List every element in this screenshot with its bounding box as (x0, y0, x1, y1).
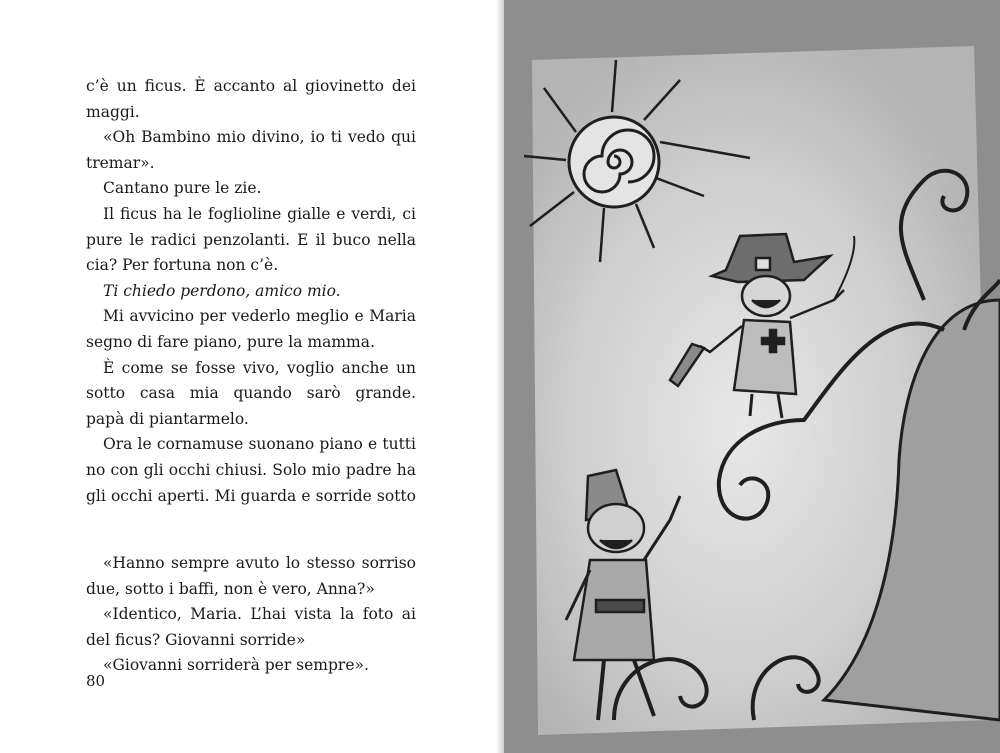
illustration (504, 0, 1000, 753)
text-line: segno di fare piano, pure la mamma. (86, 332, 375, 351)
text-line: del ficus? Giovanni sorride» (86, 630, 306, 649)
text-line: Ti chiedo perdono, amico mio. (103, 281, 341, 300)
text-line: gli occhi aperti. Mi guarda e sorride sotto (86, 486, 416, 505)
text-line: due, sotto i baffi, non è vero, Anna?» (86, 579, 375, 598)
body-text (86, 74, 416, 679)
book-gutter (496, 0, 504, 753)
text-line: Il ficus ha le foglioline gialle e verdi, ci (103, 204, 416, 223)
text-line: Mi avvicino per vederlo meglio e Maria (103, 307, 416, 326)
text-line: c’è un ficus. È accanto al giovinetto dei (86, 77, 416, 95)
text-line: sotto casa mia quando sarò grande. (86, 384, 416, 403)
text-line: Ora le cornamuse suonano piano e tutti (103, 435, 416, 454)
text-line: pure le radici penzolanti. E il buco nella (86, 230, 416, 249)
text-line: papà di piantarmelo. (86, 409, 249, 428)
text-line: «Identico, Maria. L’hai vista la foto ai (103, 605, 416, 624)
text-line: «Giovanni sorriderà per sempre». (103, 656, 369, 675)
page-number: 80 (86, 672, 106, 690)
text-line: «Hanno sempre avuto lo stesso sorriso (103, 554, 416, 573)
paragraph-gap (86, 509, 416, 551)
illustration-page (504, 0, 1000, 753)
text-line: no con gli occhi chiusi. Solo mio padre ha (86, 460, 416, 479)
text-line: «Oh Bambino mio divino, io ti vedo qui (103, 128, 416, 147)
text-line: tremar». (86, 153, 155, 172)
text-line: È come se fosse vivo, voglio anche un (103, 358, 416, 377)
text-line: cia? Per fortuna non c’è. (86, 256, 279, 275)
text-line: maggi. (86, 102, 140, 121)
text-line: Cantano pure le zie. (103, 179, 262, 198)
